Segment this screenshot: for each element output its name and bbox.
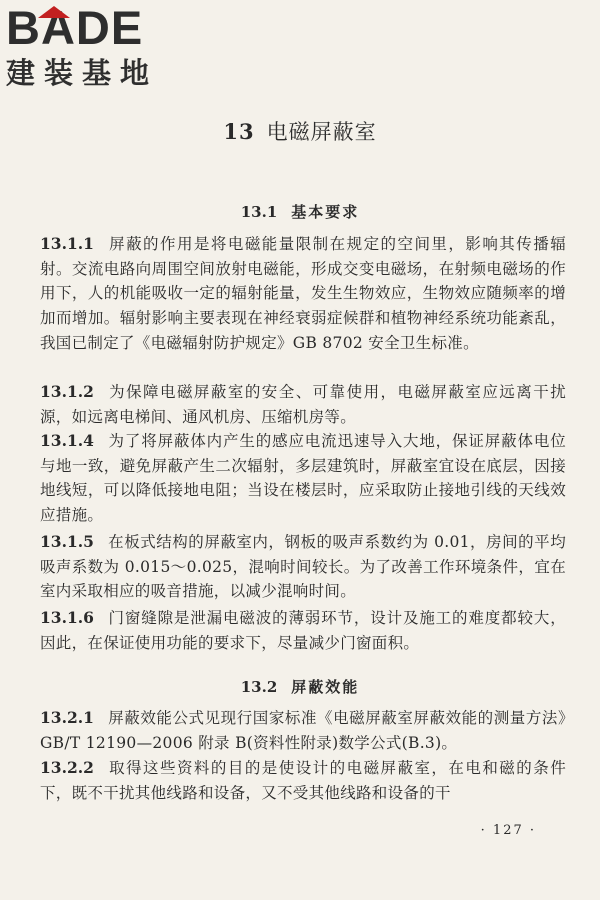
section-title-text: 屏蔽效能 — [291, 678, 360, 696]
section-title-text: 基本要求 — [291, 203, 360, 221]
clause — [40, 756, 566, 805]
page-number: · 127 · — [480, 823, 536, 838]
clause-number: 13.1.6 — [40, 608, 94, 627]
logo-main-text: BADE — [6, 1, 144, 54]
clause-text: 门窗缝隙是泄漏电磁波的薄弱环节，设计及施工的难度都较大，因此，在保证使用功能的要求下，尽量减少门窗面积。 — [40, 609, 566, 652]
clause-number: 13.1.2 — [40, 382, 94, 401]
clause — [40, 380, 566, 429]
clause-number: 13.2.1 — [40, 708, 94, 727]
clause — [40, 429, 566, 528]
clause — [40, 706, 566, 755]
clause-text: 屏蔽的作用是将电磁能量限制在规定的空间里，影响其传播辐射。交流电路向周围空间放射电磁能，形成交变电磁场，在射频电磁场的作用下，人的机能吸收一定的辐射能量，发生生物效应，生物效应随频率的增加而增加。辐射影响主要表现在神经衰弱症候群和植物神经系统功能紊乱，我国已制定了《电磁辐射防护规定》GB 8702 安全卫生标准。 — [40, 235, 566, 352]
clause-number: 13.1.4 — [40, 431, 94, 450]
chapter-number: 13 — [223, 119, 255, 144]
logo-sub-text: 建装基地 — [6, 56, 159, 90]
logo — [6, 1, 176, 90]
logo-mark — [6, 1, 176, 54]
clause-text: 在板式结构的屏蔽室内，钢板的吸声系数约为 0.01，房间的平均吸声系数为 0.015～0.025，混响时间较长。为了改善工作环境条件，宜在室内采取相应的吸音措施，以减少混响时间。 — [40, 533, 566, 601]
section-heading — [0, 201, 600, 222]
clause-text: 为保障电磁屏蔽室的安全、可靠使用，电磁屏蔽室应远离干扰源，如远离电梯间、通风机房、压缩机房等。 — [40, 383, 566, 426]
chapter-title — [0, 116, 600, 146]
section-number: 13.2 — [240, 678, 278, 696]
section-heading — [0, 676, 600, 697]
chapter-title-text: 电磁屏蔽室 — [266, 120, 377, 144]
section-number: 13.1 — [240, 203, 278, 221]
clause — [40, 232, 566, 356]
clause-number: 13.1.5 — [40, 532, 94, 551]
clause-number: 13.2.2 — [40, 758, 94, 777]
clause — [40, 530, 566, 604]
logo-triangle-icon — [38, 6, 70, 18]
clause-text: 屏蔽效能公式见现行国家标准《电磁屏蔽室屏蔽效能的测量方法》GB/T 12190—2006 附录 B(资料性附录)数学公式(B.3)。 — [40, 709, 566, 752]
clause — [40, 606, 566, 655]
clause-text: 为了将屏蔽体内产生的感应电流迅速导入大地，保证屏蔽体电位与地一致，避免屏蔽产生二次辐射，多层建筑时，屏蔽室宜设在底层，因接地线短，可以降低接地电阻；当设在楼层时，应采取防止接地引线的天线效应措施。 — [40, 432, 566, 525]
clause-text: 取得这些资料的目的是使设计的电磁屏蔽室，在电和磁的条件下，既不干扰其他线路和设备，又不受其他线路和设备的干 — [40, 759, 566, 802]
clause-number: 13.1.1 — [40, 234, 94, 253]
